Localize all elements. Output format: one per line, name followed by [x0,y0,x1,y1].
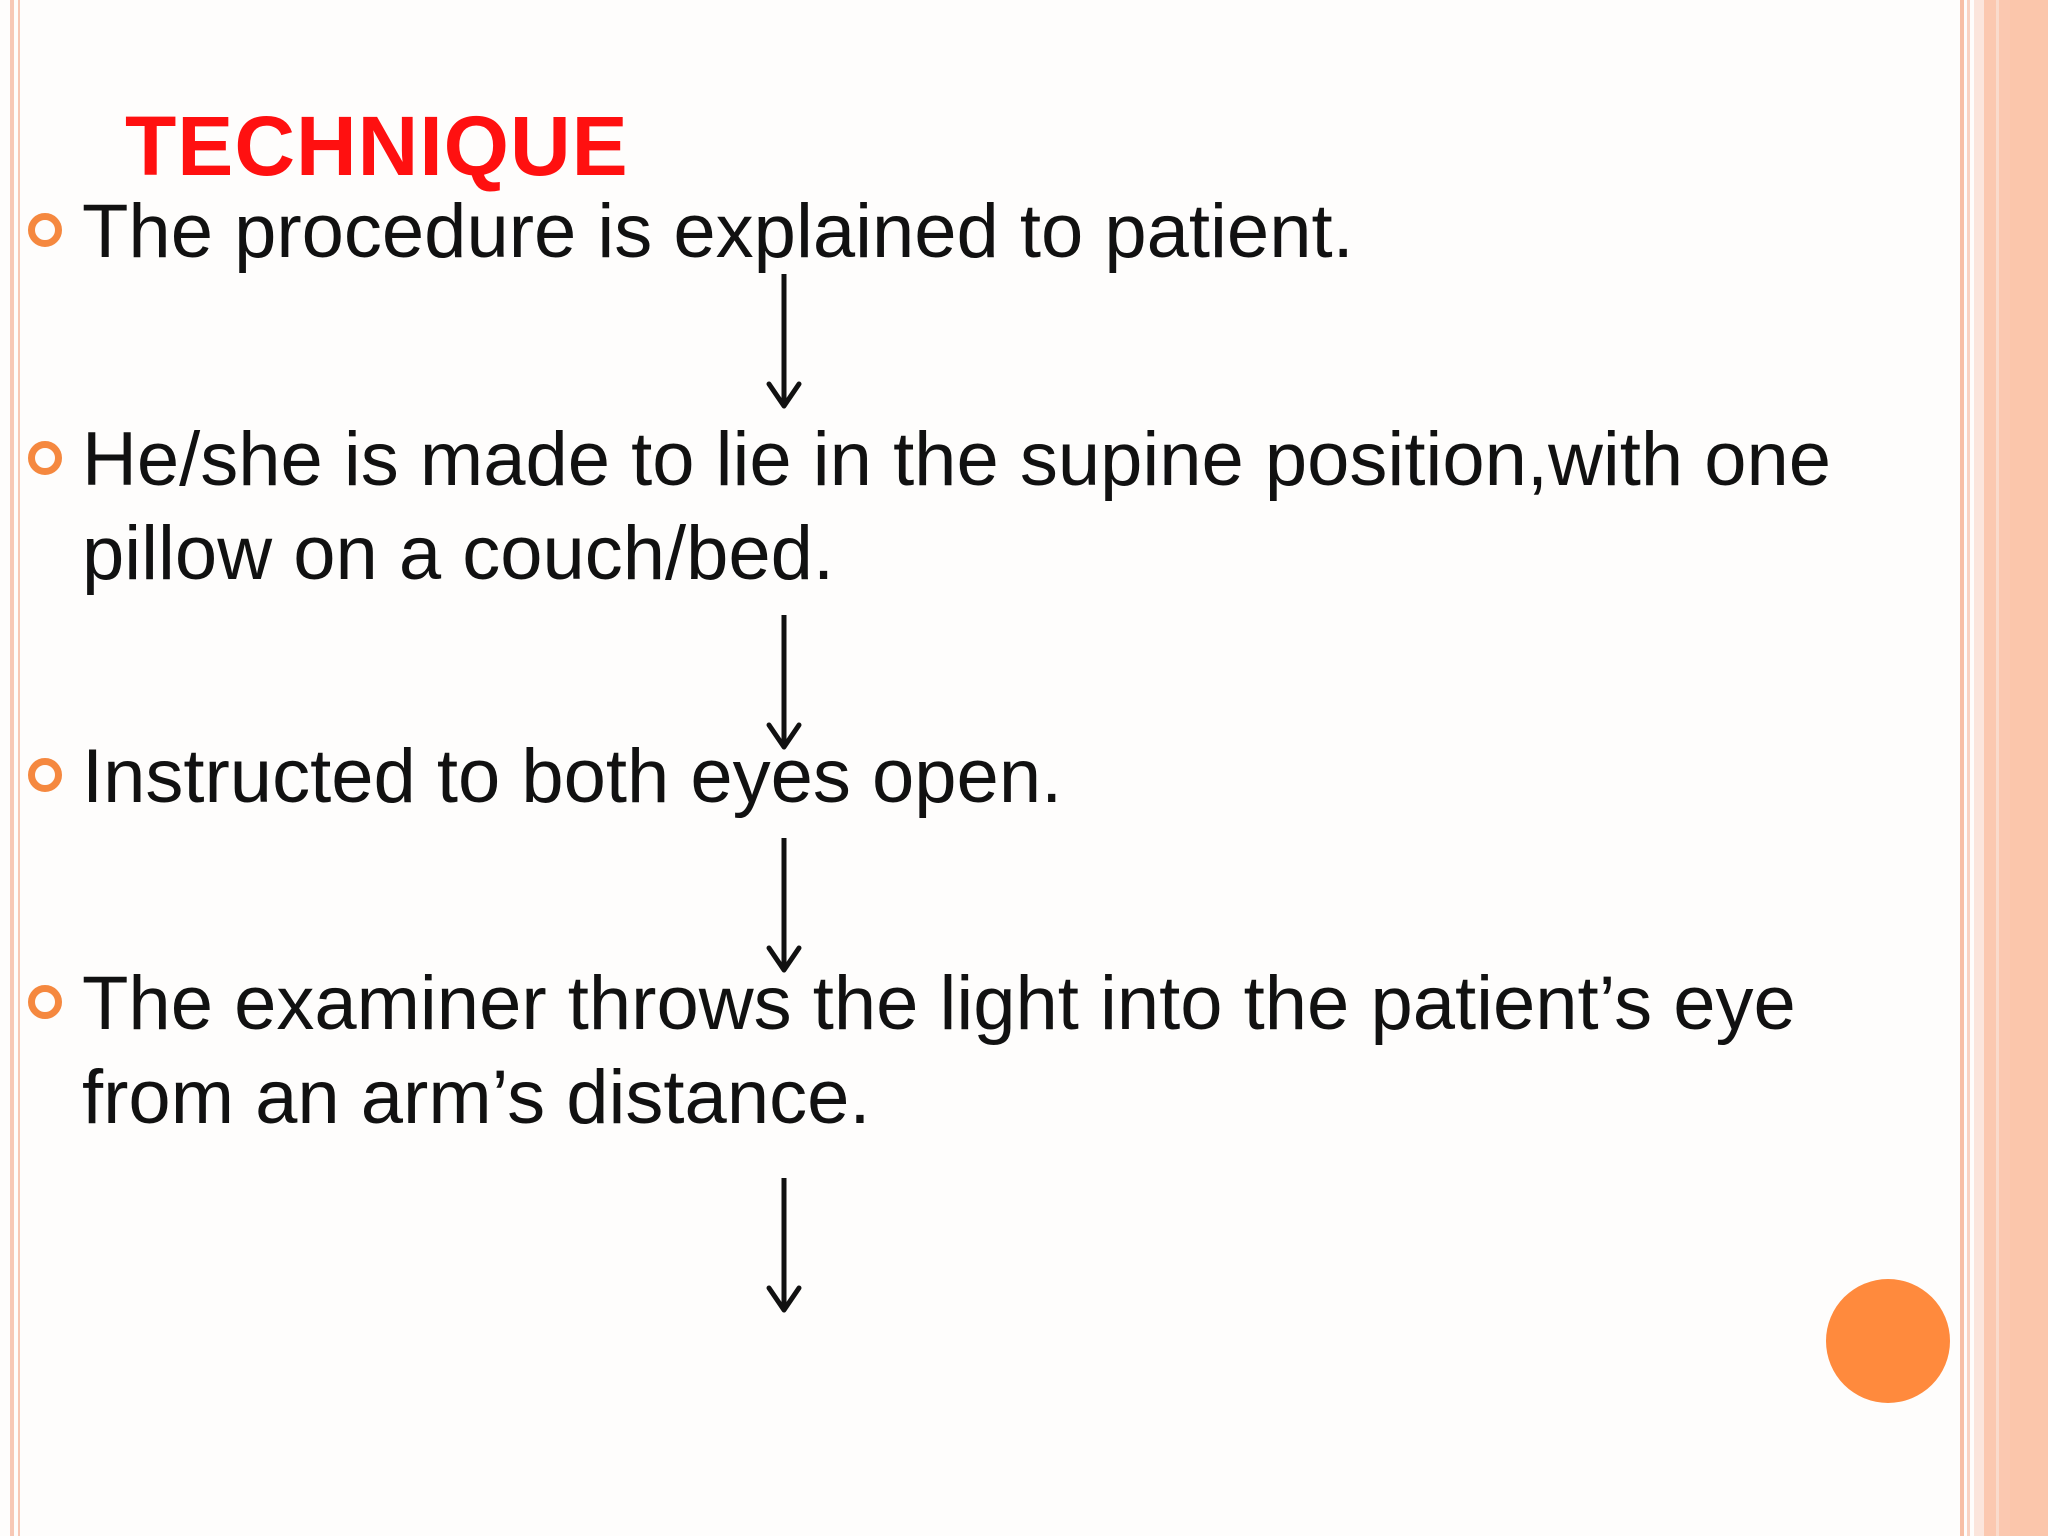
orange-circle-decoration [1826,1279,1950,1403]
left-border-line [10,0,14,1536]
list-item [82,185,1962,279]
down-arrow-icon [764,272,804,412]
down-arrow-icon [764,836,804,976]
list-item-text: Instructed to both eyes open. [82,734,1063,819]
down-arrow-icon [764,1176,804,1316]
hollow-circle-bullet-icon [28,758,62,792]
hollow-circle-bullet-icon [28,441,62,475]
list-item-text: He/she is made to lie in the supine position,with one pillow on a couch/bed. [82,417,1832,596]
right-border-stripe [1967,0,1970,1536]
list-item [82,957,1962,1145]
list-item [82,413,1962,601]
list-item [82,730,1962,824]
right-border-stripe [1974,0,1984,1536]
right-border-stripe [1996,0,1999,1536]
left-border-line-inner [18,0,20,1536]
hollow-circle-bullet-icon [28,985,62,1019]
slide-title: TECHNIQUE [125,99,629,193]
list-item-text: The examiner throws the light into the patient’s eye from an arm’s distance. [82,961,1796,1140]
list-item-text: The procedure is explained to patient. [82,189,1354,274]
hollow-circle-bullet-icon [28,213,62,247]
right-border-band [2010,0,2048,1536]
